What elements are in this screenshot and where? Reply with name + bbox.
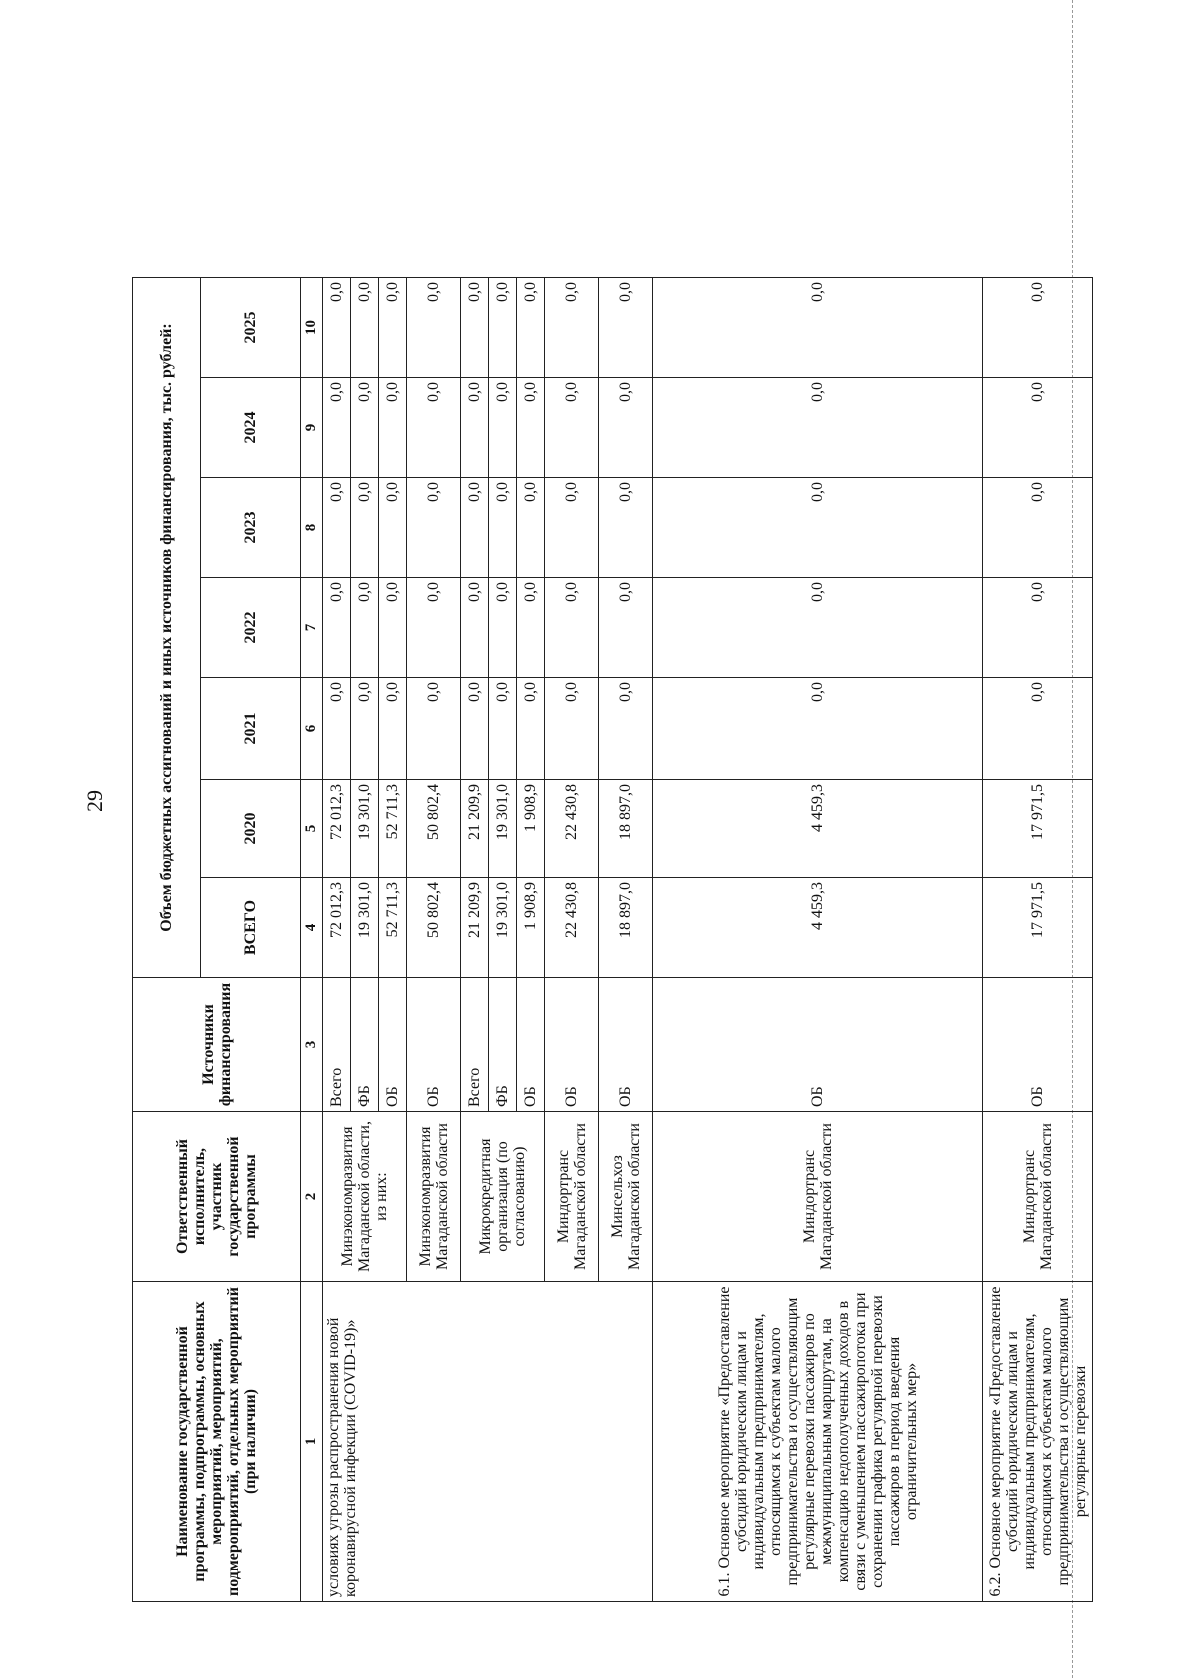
value-2024: 0,0	[351, 378, 379, 478]
value-2025: 0,0	[323, 278, 351, 378]
value-2021: 0,0	[599, 678, 653, 780]
value-2023: 0,0	[323, 478, 351, 578]
value-2025: 0,0	[407, 278, 461, 378]
value-total: 19 301,0	[489, 878, 517, 978]
activity-name: 6.2. Основное мероприятие «Предоставление субсидий юридическим лицам и индивидуальным предпринимателям, относящимся к субъектам малого предпринимательства и осуществляющим регулярные перевозки	[983, 1282, 1093, 1602]
executor-cell: Миндортранс Магаданской области	[545, 1112, 599, 1282]
value-total: 17 971,5	[983, 878, 1093, 978]
col-number: 10	[301, 278, 323, 378]
value-total: 21 209,9	[461, 878, 489, 978]
value-total: 4 459,3	[653, 878, 983, 978]
activity-name: 6.1. Основное мероприятие «Предоставление субсидий юридическим лицам и индивидуальным предпринимателям, относящимся к субъектам малого предпринимательства и осуществляющим регулярные перевозки пассажиров по межмуниципальным маршрутам, на компенсацию недополученных доходов в связи с уменьшением пассажиропотока при сохранении графика регулярной перевозки пассажиров в период введения ограничительных мер»	[653, 1282, 983, 1602]
value-2023: 0,0	[351, 478, 379, 578]
table-row	[653, 278, 983, 1602]
value-total: 22 430,8	[545, 878, 599, 978]
executor-cell: Микрокредитная организация (по согласованию)	[461, 1112, 545, 1282]
header-year-2022: 2022	[201, 578, 301, 678]
source-cell: ОБ	[599, 978, 653, 1112]
value-2020: 22 430,8	[545, 780, 599, 878]
value-2020: 52 711,3	[379, 780, 407, 878]
source-cell: ОБ	[653, 978, 983, 1112]
source-cell: ФБ	[489, 978, 517, 1112]
value-2020: 72 012,3	[323, 780, 351, 878]
value-2024: 0,0	[599, 378, 653, 478]
value-2025: 0,0	[599, 278, 653, 378]
value-2020: 4 459,3	[653, 780, 983, 878]
col-number: 5	[301, 780, 323, 878]
col-number: 2	[301, 1112, 323, 1282]
value-2022: 0,0	[323, 578, 351, 678]
col-number: 7	[301, 578, 323, 678]
funding-table	[132, 277, 1093, 1602]
table-row	[983, 278, 1093, 1602]
value-2021: 0,0	[379, 678, 407, 780]
value-2023: 0,0	[653, 478, 983, 578]
value-2021: 0,0	[407, 678, 461, 780]
col-number: 1	[301, 1282, 323, 1602]
executor-cell: Минэкономразвития Магаданской области	[407, 1112, 461, 1282]
header-year-2023: 2023	[201, 478, 301, 578]
value-2025: 0,0	[653, 278, 983, 378]
value-2025: 0,0	[983, 278, 1093, 378]
value-2022: 0,0	[379, 578, 407, 678]
value-2022: 0,0	[983, 578, 1093, 678]
source-cell: ОБ	[517, 978, 545, 1112]
page-number: 29	[82, 790, 107, 812]
value-2021: 0,0	[351, 678, 379, 780]
value-2025: 0,0	[461, 278, 489, 378]
value-total: 19 301,0	[351, 878, 379, 978]
value-2020: 50 802,4	[407, 780, 461, 878]
executor-cell: Минэкономразвития Магаданской области, из них:	[323, 1112, 407, 1282]
value-2021: 0,0	[517, 678, 545, 780]
source-cell: Всего	[323, 978, 351, 1112]
value-2023: 0,0	[379, 478, 407, 578]
value-2023: 0,0	[517, 478, 545, 578]
header-year-2020: 2020	[201, 780, 301, 878]
value-2025: 0,0	[545, 278, 599, 378]
value-2023: 0,0	[407, 478, 461, 578]
value-total: 50 802,4	[407, 878, 461, 978]
header-executor: Ответственный исполнитель, участник государственной программы	[133, 1112, 301, 1282]
value-2022: 0,0	[653, 578, 983, 678]
source-cell: ОБ	[379, 978, 407, 1112]
column-numbers-row	[301, 278, 323, 1602]
value-2022: 0,0	[461, 578, 489, 678]
header-year-2025: 2025	[201, 278, 301, 378]
value-2021: 0,0	[653, 678, 983, 780]
value-total: 18 897,0	[599, 878, 653, 978]
col-number: 8	[301, 478, 323, 578]
value-2020: 21 209,9	[461, 780, 489, 878]
value-2023: 0,0	[461, 478, 489, 578]
value-2024: 0,0	[323, 378, 351, 478]
value-2024: 0,0	[379, 378, 407, 478]
value-2020: 19 301,0	[489, 780, 517, 878]
value-2022: 0,0	[599, 578, 653, 678]
value-2021: 0,0	[983, 678, 1093, 780]
value-2023: 0,0	[545, 478, 599, 578]
source-cell: Всего	[461, 978, 489, 1112]
executor-cell: Минсельхоз Магаданской области	[599, 1112, 653, 1282]
value-2024: 0,0	[489, 378, 517, 478]
header-name: Наименование государственной программы, подпрограммы, основных мероприятий, мероприятий, подмероприятий, отдельных мероприятий (при наличии)	[133, 1282, 301, 1602]
value-2022: 0,0	[545, 578, 599, 678]
col-number: 4	[301, 878, 323, 978]
value-total: 72 012,3	[323, 878, 351, 978]
value-2020: 1 908,9	[517, 780, 545, 878]
value-2020: 17 971,5	[983, 780, 1093, 878]
value-2023: 0,0	[599, 478, 653, 578]
table-row	[323, 278, 351, 1602]
value-2021: 0,0	[323, 678, 351, 780]
value-2024: 0,0	[517, 378, 545, 478]
value-2022: 0,0	[489, 578, 517, 678]
value-2022: 0,0	[351, 578, 379, 678]
value-total: 52 711,3	[379, 878, 407, 978]
value-2021: 0,0	[461, 678, 489, 780]
value-2024: 0,0	[653, 378, 983, 478]
col-number: 6	[301, 678, 323, 780]
header-funding: Объем бюджетных ассигнований и иных источников финансирования, тыс. рублей:	[133, 278, 201, 978]
header-year-2021: 2021	[201, 678, 301, 780]
executor-cell: Миндортранс Магаданской области	[983, 1112, 1093, 1282]
value-2024: 0,0	[407, 378, 461, 478]
value-2025: 0,0	[351, 278, 379, 378]
executor-cell: Миндортранс Магаданской области	[653, 1112, 983, 1282]
source-cell: ФБ	[351, 978, 379, 1112]
value-2025: 0,0	[489, 278, 517, 378]
source-cell: ОБ	[407, 978, 461, 1112]
col-number: 3	[301, 978, 323, 1112]
value-2020: 18 897,0	[599, 780, 653, 878]
value-total: 1 908,9	[517, 878, 545, 978]
value-2020: 19 301,0	[351, 780, 379, 878]
col-number: 9	[301, 378, 323, 478]
value-2024: 0,0	[545, 378, 599, 478]
value-2025: 0,0	[379, 278, 407, 378]
value-2021: 0,0	[489, 678, 517, 780]
value-2021: 0,0	[545, 678, 599, 780]
value-2022: 0,0	[517, 578, 545, 678]
value-2024: 0,0	[461, 378, 489, 478]
value-2022: 0,0	[407, 578, 461, 678]
header-year-2024: 2024	[201, 378, 301, 478]
value-2025: 0,0	[517, 278, 545, 378]
activity-name: условиях угрозы распространения новой коронавирусной инфекции (COVID-19)»	[323, 1282, 653, 1602]
source-cell: ОБ	[545, 978, 599, 1112]
value-2023: 0,0	[983, 478, 1093, 578]
source-cell: ОБ	[983, 978, 1093, 1112]
value-2024: 0,0	[983, 378, 1093, 478]
value-2023: 0,0	[489, 478, 517, 578]
header-year-total: ВСЕГО	[201, 878, 301, 978]
header-source: Источники финансирования	[133, 978, 301, 1112]
